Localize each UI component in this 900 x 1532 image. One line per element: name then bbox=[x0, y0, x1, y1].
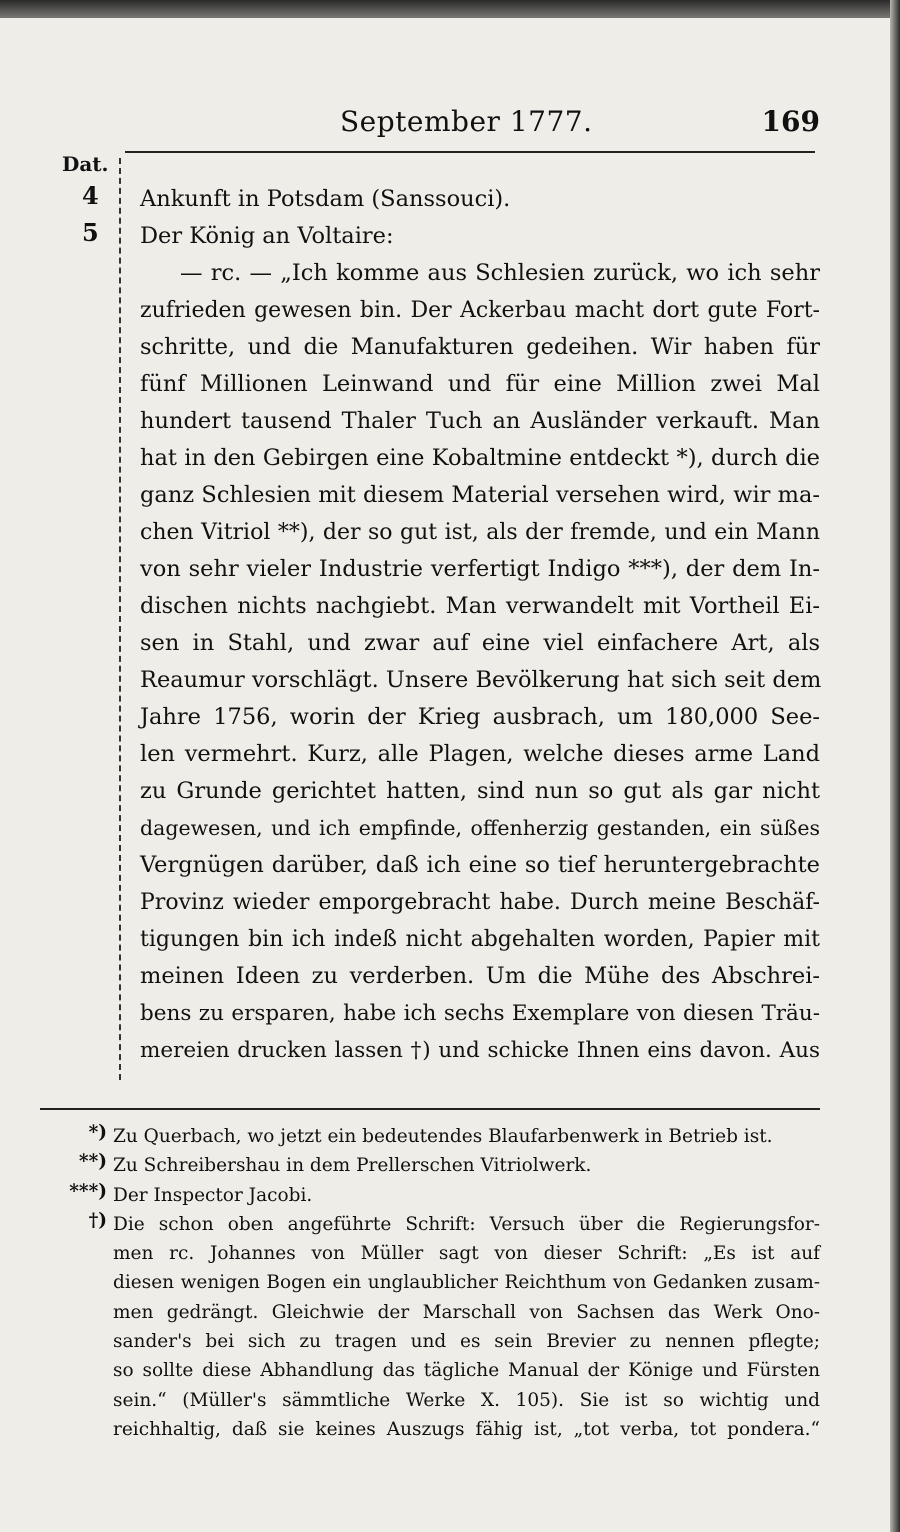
footnote bbox=[55, 1181, 820, 1210]
footnote-line: Zu Querbach, wo jetzt ein bedeutendes Blaufarbenwerk in Betrieb ist. bbox=[113, 1126, 773, 1147]
footnote-line: Zu Schreibershau in dem Prellerschen Vitriolwerk. bbox=[113, 1155, 592, 1177]
text-line: Vergnügen darüber, daß ich eine so tief heruntergebrachte bbox=[140, 852, 820, 878]
footnote-mark: **) bbox=[78, 1151, 107, 1173]
text-line: Provinz wieder emporgebracht habe. Durch meine Beschäf- bbox=[140, 890, 820, 915]
text-line: bens zu ersparen, habe ich sechs Exemplare von diesen Träu- bbox=[140, 1001, 820, 1026]
text-line: dischen nichts nachgiebt. Man verwandelt mit Vortheil Ei- bbox=[140, 593, 820, 619]
text-line: ganz Schlesien mit diesem Material versehen wird, wir ma- bbox=[140, 482, 820, 508]
text-line: chen Vitriol **), der so gut ist, als der fremde, und ein Mann bbox=[140, 520, 820, 545]
text-line: — rc. — „Ich komme aus Schlesien zurück, wo ich sehr bbox=[180, 260, 820, 286]
margin-column-rule bbox=[119, 158, 121, 1080]
footnote-line: sander's bei sich zu tragen und es sein Brevier zu nennen pflegte; bbox=[113, 1331, 820, 1353]
text-line: hat in den Gebirgen eine Kobaltmine entdeckt *), durch die bbox=[140, 445, 820, 471]
margin-date-number: 5 bbox=[82, 218, 99, 247]
footnote bbox=[55, 1210, 820, 1444]
text-line: von sehr vieler Industrie verfertigt Indigo ***), der dem In- bbox=[140, 556, 820, 582]
date-column-label: Dat. bbox=[62, 152, 109, 176]
footnote-line: diesen wenigen Bogen ein unglaublicher Reichthum von Gedanken zusam- bbox=[113, 1272, 820, 1294]
text-line: len vermehrt. Kurz, alle Plagen, welche dieses arme Land bbox=[140, 741, 820, 767]
text-line: fünf Millionen Leinwand und für eine Million zwei Mal bbox=[140, 371, 820, 397]
text-line: Der König an Voltaire: bbox=[140, 223, 394, 249]
footnote-line: men rc. Johannes von Müller sagt von dieser Schrift: „Es ist auf bbox=[113, 1243, 820, 1265]
footnote-mark: ***) bbox=[69, 1180, 107, 1202]
running-title: September 1777. bbox=[340, 105, 593, 138]
scan-edge-right bbox=[890, 0, 900, 1532]
text-line: zufrieden gewesen bin. Der Ackerbau macht dort gute Fort- bbox=[140, 298, 820, 323]
margin-date-number: 4 bbox=[82, 181, 99, 210]
text-line: tigungen bin ich indeß nicht abgehalten worden, Papier mit bbox=[140, 927, 820, 952]
text-line: sen in Stahl, und zwar auf eine viel einfachere Art, als bbox=[140, 630, 820, 656]
text-line: mereien drucken lassen †) und schicke Ihnen eins davon. Aus bbox=[140, 1038, 820, 1063]
footnote-line: Der Inspector Jacobi. bbox=[113, 1184, 313, 1206]
footnote-line: so sollte diese Abhandlung das tägliche Manual der Könige und Fürsten bbox=[113, 1360, 820, 1382]
text-line: schritte, und die Manufakturen gedeihen. Wir haben für bbox=[140, 334, 820, 360]
footnote bbox=[55, 1122, 820, 1151]
scan-edge-top bbox=[0, 0, 900, 18]
text-line: Reaumur vorschlägt. Unsere Bevölkerung hat sich seit dem bbox=[140, 667, 822, 693]
footnote-rule bbox=[40, 1108, 820, 1110]
main-text bbox=[140, 181, 820, 1069]
running-header bbox=[140, 105, 820, 145]
footnotes bbox=[55, 1122, 820, 1444]
header-rule bbox=[125, 151, 815, 153]
footnote-line: sein.“ (Müller's sämmtliche Werke X. 105). Sie ist so wichtig und bbox=[113, 1389, 820, 1411]
footnote-line: reichhaltig, daß sie keines Auszugs fähig ist, „tot verba, tot pondera.“ bbox=[113, 1418, 820, 1440]
footnote-mark: *) bbox=[88, 1122, 107, 1143]
text-line: hundert tausend Thaler Tuch an Ausländer verkauft. Man bbox=[140, 408, 820, 434]
text-line: zu Grunde gerichtet hatten, sind nun so gut als gar nicht bbox=[140, 778, 820, 804]
text-line: Ankunft in Potsdam (Sanssouci). bbox=[140, 186, 511, 212]
footnote-line: Die schon oben angeführte Schrift: Versuch über die Regierungsfor- bbox=[113, 1213, 820, 1235]
text-line: dagewesen, und ich empfinde, offenherzig gestanden, ein süßes bbox=[140, 816, 820, 840]
page-number: 169 bbox=[761, 105, 820, 138]
text-line: meinen Ideen zu verderben. Um die Mühe des Abschrei- bbox=[140, 963, 820, 989]
footnote bbox=[55, 1151, 820, 1180]
text-line: Jahre 1756, worin der Krieg ausbrach, um 180,000 See- bbox=[140, 704, 820, 730]
footnote-line: men gedrängt. Gleichwie der Marschall von Sachsen das Werk Ono- bbox=[113, 1301, 820, 1323]
footnote-mark: †) bbox=[88, 1209, 107, 1231]
